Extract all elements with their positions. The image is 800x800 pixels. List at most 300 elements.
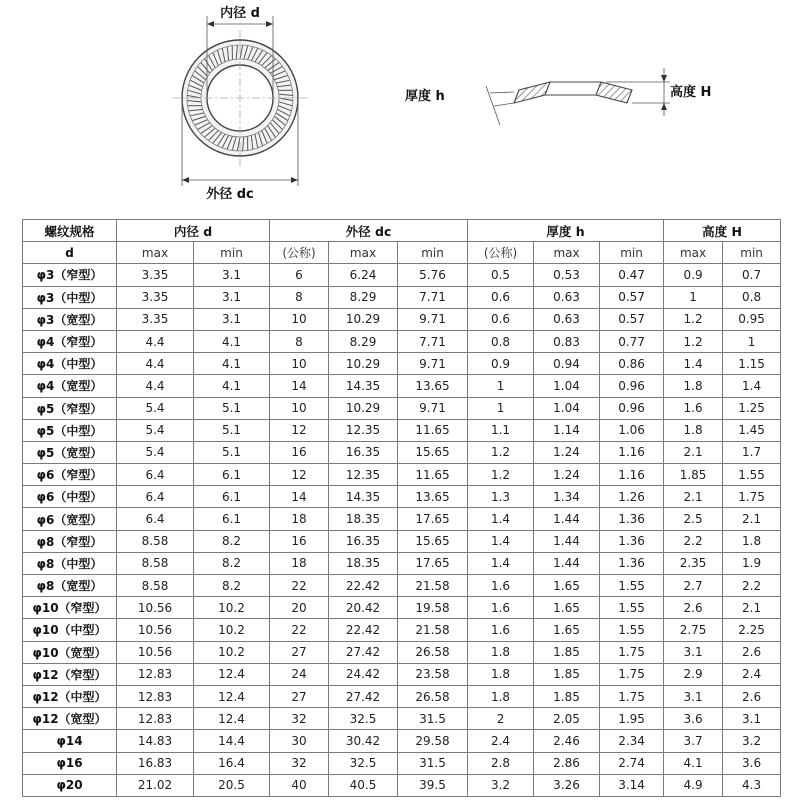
- table-row: [23, 708, 781, 730]
- table-row: [23, 663, 781, 685]
- spec-cell: φ6（窄型）: [23, 464, 117, 486]
- value-cell: 2.9: [664, 663, 723, 685]
- value-cell: 0.6: [468, 308, 534, 330]
- spec-cell: φ10（中型）: [23, 619, 117, 641]
- washer-top-view: [172, 30, 308, 166]
- value-cell: 1.4: [468, 530, 534, 552]
- value-cell: 1.2: [664, 308, 723, 330]
- value-cell: 20: [270, 597, 329, 619]
- value-cell: 6.4: [117, 508, 194, 530]
- spec-cell: φ12（窄型）: [23, 663, 117, 685]
- value-cell: 18: [270, 552, 329, 574]
- value-cell: 1.24: [534, 464, 600, 486]
- value-cell: 17.65: [398, 508, 468, 530]
- spec-cell: φ8（窄型）: [23, 530, 117, 552]
- value-cell: 4.1: [194, 353, 270, 375]
- value-cell: 10.2: [194, 641, 270, 663]
- value-cell: 1.44: [534, 552, 600, 574]
- value-cell: 1.04: [534, 397, 600, 419]
- value-cell: 7.71: [398, 330, 468, 352]
- height-label: 高度 H: [670, 85, 712, 100]
- inner-diameter-header: 内径 d: [117, 220, 270, 242]
- value-cell: 2.6: [723, 685, 781, 707]
- value-cell: 1.14: [534, 419, 600, 441]
- value-cell: 29.58: [398, 730, 468, 752]
- value-cell: 1.6: [468, 597, 534, 619]
- value-cell: 31.5: [398, 708, 468, 730]
- value-cell: 0.86: [600, 353, 664, 375]
- value-cell: 1.55: [600, 575, 664, 597]
- value-cell: 4.1: [194, 375, 270, 397]
- value-cell: 23.58: [398, 663, 468, 685]
- subheader-cell: min: [723, 242, 781, 264]
- value-cell: 3.1: [664, 685, 723, 707]
- spec-cell: φ16: [23, 752, 117, 774]
- spec-cell: φ10（窄型）: [23, 597, 117, 619]
- value-cell: 5.4: [117, 397, 194, 419]
- table-row: [23, 464, 781, 486]
- value-cell: 1.1: [468, 419, 534, 441]
- value-cell: 5.1: [194, 397, 270, 419]
- value-cell: 1.24: [534, 441, 600, 463]
- value-cell: 1.4: [468, 508, 534, 530]
- value-cell: 3.6: [664, 708, 723, 730]
- spec-cell: φ3（宽型）: [23, 308, 117, 330]
- value-cell: 10.29: [329, 353, 398, 375]
- table-row: [23, 730, 781, 752]
- value-cell: 1.8: [664, 419, 723, 441]
- value-cell: 1.75: [600, 641, 664, 663]
- value-cell: 8.2: [194, 530, 270, 552]
- table-row: [23, 685, 781, 707]
- value-cell: 5.4: [117, 419, 194, 441]
- value-cell: 0.57: [600, 308, 664, 330]
- value-cell: 8: [270, 330, 329, 352]
- value-cell: 10: [270, 397, 329, 419]
- table-row: [23, 752, 781, 774]
- value-cell: 27.42: [329, 685, 398, 707]
- value-cell: 3.6: [723, 752, 781, 774]
- inner-diameter-label: 内径 d: [220, 6, 260, 21]
- value-cell: 0.94: [534, 353, 600, 375]
- spec-cell: φ6（宽型）: [23, 508, 117, 530]
- spec-cell: φ5（窄型）: [23, 397, 117, 419]
- value-cell: 8: [270, 286, 329, 308]
- value-cell: 6.1: [194, 464, 270, 486]
- value-cell: 4.4: [117, 353, 194, 375]
- value-cell: 30: [270, 730, 329, 752]
- table-row: [23, 308, 781, 330]
- value-cell: 27: [270, 685, 329, 707]
- value-cell: 39.5: [398, 774, 468, 796]
- subheader-cell: max: [534, 242, 600, 264]
- value-cell: 1.7: [723, 441, 781, 463]
- value-cell: 22: [270, 575, 329, 597]
- table-row: [23, 597, 781, 619]
- value-cell: 16.35: [329, 530, 398, 552]
- value-cell: 8.58: [117, 552, 194, 574]
- value-cell: 9.71: [398, 308, 468, 330]
- value-cell: 1.36: [600, 508, 664, 530]
- outer-diameter-label: 外径 dc: [206, 187, 254, 202]
- value-cell: 2.1: [664, 486, 723, 508]
- value-cell: 0.77: [600, 330, 664, 352]
- value-cell: 16: [270, 530, 329, 552]
- value-cell: 1.8: [723, 530, 781, 552]
- value-cell: 6.24: [329, 264, 398, 286]
- table-body: [23, 242, 781, 797]
- value-cell: 1.8: [664, 375, 723, 397]
- value-cell: 1.2: [468, 441, 534, 463]
- value-cell: 32: [270, 752, 329, 774]
- value-cell: 6.1: [194, 508, 270, 530]
- value-cell: 1: [723, 330, 781, 352]
- value-cell: 1.75: [600, 663, 664, 685]
- value-cell: 0.9: [664, 264, 723, 286]
- value-cell: 6.1: [194, 486, 270, 508]
- table-row: [23, 264, 781, 286]
- value-cell: 26.58: [398, 641, 468, 663]
- value-cell: 0.57: [600, 286, 664, 308]
- value-cell: 2.05: [534, 708, 600, 730]
- value-cell: 12.83: [117, 685, 194, 707]
- value-cell: 12.35: [329, 464, 398, 486]
- value-cell: 1.75: [723, 486, 781, 508]
- table-row: [23, 397, 781, 419]
- value-cell: 6.4: [117, 486, 194, 508]
- value-cell: 1.65: [534, 619, 600, 641]
- value-cell: 3.1: [664, 641, 723, 663]
- table-row: [23, 641, 781, 663]
- value-cell: 6.4: [117, 464, 194, 486]
- value-cell: 1.65: [534, 575, 600, 597]
- value-cell: 1.6: [468, 575, 534, 597]
- value-cell: 20.42: [329, 597, 398, 619]
- value-cell: 0.83: [534, 330, 600, 352]
- value-cell: 1.4: [723, 375, 781, 397]
- subheader-cell: max: [664, 242, 723, 264]
- value-cell: 13.65: [398, 486, 468, 508]
- value-cell: 4.4: [117, 330, 194, 352]
- spec-cell: φ4（窄型）: [23, 330, 117, 352]
- table-row: [23, 774, 781, 796]
- thickness-label: 厚度 h: [405, 89, 445, 104]
- value-cell: 12: [270, 419, 329, 441]
- value-cell: 12: [270, 464, 329, 486]
- value-cell: 0.8: [723, 286, 781, 308]
- value-cell: 0.9: [468, 353, 534, 375]
- value-cell: 2.2: [664, 530, 723, 552]
- value-cell: 2.1: [723, 597, 781, 619]
- value-cell: 1.15: [723, 353, 781, 375]
- value-cell: 0.6: [468, 286, 534, 308]
- value-cell: 5.1: [194, 441, 270, 463]
- value-cell: 22.42: [329, 575, 398, 597]
- value-cell: 10: [270, 353, 329, 375]
- value-cell: 8.2: [194, 575, 270, 597]
- value-cell: 12.83: [117, 663, 194, 685]
- value-cell: 1.45: [723, 419, 781, 441]
- value-cell: 14.35: [329, 375, 398, 397]
- value-cell: 15.65: [398, 441, 468, 463]
- value-cell: 2.25: [723, 619, 781, 641]
- value-cell: 21.58: [398, 619, 468, 641]
- value-cell: 1.6: [468, 619, 534, 641]
- value-cell: 16.35: [329, 441, 398, 463]
- value-cell: 1: [664, 286, 723, 308]
- value-cell: 1.06: [600, 419, 664, 441]
- value-cell: 1.2: [468, 464, 534, 486]
- value-cell: 14.35: [329, 486, 398, 508]
- value-cell: 4.3: [723, 774, 781, 796]
- value-cell: 8.29: [329, 330, 398, 352]
- value-cell: 16.4: [194, 752, 270, 774]
- value-cell: 10.56: [117, 619, 194, 641]
- subheader-cell: min: [194, 242, 270, 264]
- value-cell: 1.44: [534, 530, 600, 552]
- value-cell: 2.34: [600, 730, 664, 752]
- value-cell: 12.35: [329, 419, 398, 441]
- value-cell: 11.65: [398, 464, 468, 486]
- value-cell: 0.95: [723, 308, 781, 330]
- value-cell: 2.4: [723, 663, 781, 685]
- value-cell: 1.55: [600, 619, 664, 641]
- value-cell: 21.58: [398, 575, 468, 597]
- spec-header: 螺纹规格: [23, 220, 117, 242]
- value-cell: 12.4: [194, 663, 270, 685]
- value-cell: 14: [270, 375, 329, 397]
- subheader-cell: min: [600, 242, 664, 264]
- value-cell: 3.2: [723, 730, 781, 752]
- value-cell: 1.85: [534, 641, 600, 663]
- value-cell: 4.1: [194, 330, 270, 352]
- washer-diagram: [0, 0, 800, 215]
- value-cell: 1.85: [664, 464, 723, 486]
- value-cell: 31.5: [398, 752, 468, 774]
- value-cell: 4.4: [117, 375, 194, 397]
- value-cell: 0.47: [600, 264, 664, 286]
- value-cell: 2.8: [468, 752, 534, 774]
- value-cell: 3.1: [194, 308, 270, 330]
- spec-cell: φ8（宽型）: [23, 575, 117, 597]
- table-row: [23, 619, 781, 641]
- value-cell: 12.4: [194, 685, 270, 707]
- value-cell: 10.56: [117, 641, 194, 663]
- value-cell: 24: [270, 663, 329, 685]
- value-cell: 1.26: [600, 486, 664, 508]
- value-cell: 5.1: [194, 419, 270, 441]
- washer-spec-table: [22, 219, 781, 797]
- value-cell: 30.42: [329, 730, 398, 752]
- value-cell: 3.1: [194, 286, 270, 308]
- value-cell: 10.56: [117, 597, 194, 619]
- spec-cell: φ10（宽型）: [23, 641, 117, 663]
- value-cell: 14.83: [117, 730, 194, 752]
- value-cell: 40.5: [329, 774, 398, 796]
- value-cell: 1.6: [664, 397, 723, 419]
- value-cell: 1.8: [468, 685, 534, 707]
- table-row: [23, 353, 781, 375]
- spec-cell: φ14: [23, 730, 117, 752]
- value-cell: 1.85: [534, 663, 600, 685]
- value-cell: 10.29: [329, 397, 398, 419]
- value-cell: 8.58: [117, 530, 194, 552]
- spec-cell: φ5（宽型）: [23, 441, 117, 463]
- value-cell: 2: [468, 708, 534, 730]
- value-cell: 27: [270, 641, 329, 663]
- value-cell: 0.7: [723, 264, 781, 286]
- value-cell: 18.35: [329, 508, 398, 530]
- value-cell: 14.4: [194, 730, 270, 752]
- value-cell: 7.71: [398, 286, 468, 308]
- subheader-cell: max: [329, 242, 398, 264]
- value-cell: 2.35: [664, 552, 723, 574]
- value-cell: 26.58: [398, 685, 468, 707]
- value-cell: 27.42: [329, 641, 398, 663]
- value-cell: 1: [468, 397, 534, 419]
- value-cell: 32: [270, 708, 329, 730]
- value-cell: 1.55: [723, 464, 781, 486]
- value-cell: 1.55: [600, 597, 664, 619]
- value-cell: 2.46: [534, 730, 600, 752]
- value-cell: 1.4: [664, 353, 723, 375]
- value-cell: 16: [270, 441, 329, 463]
- table-row: [23, 508, 781, 530]
- value-cell: 17.65: [398, 552, 468, 574]
- value-cell: 5.76: [398, 264, 468, 286]
- value-cell: 3.7: [664, 730, 723, 752]
- spec-cell: φ12（中型）: [23, 685, 117, 707]
- value-cell: 2.2: [723, 575, 781, 597]
- value-cell: 1.65: [534, 597, 600, 619]
- value-cell: 5.4: [117, 441, 194, 463]
- value-cell: 18.35: [329, 552, 398, 574]
- value-cell: 21.02: [117, 774, 194, 796]
- height-header: 高度 H: [664, 220, 781, 242]
- table-row: [23, 375, 781, 397]
- washer-side-view: [405, 68, 711, 125]
- value-cell: 1.44: [534, 508, 600, 530]
- table-row: [23, 286, 781, 308]
- value-cell: 1.75: [600, 685, 664, 707]
- value-cell: 1.04: [534, 375, 600, 397]
- value-cell: 2.75: [664, 619, 723, 641]
- value-cell: 9.71: [398, 397, 468, 419]
- spec-cell: φ8（中型）: [23, 552, 117, 574]
- value-cell: 22.42: [329, 619, 398, 641]
- table-row: [23, 575, 781, 597]
- value-cell: 1.25: [723, 397, 781, 419]
- value-cell: 8.2: [194, 552, 270, 574]
- value-cell: 24.42: [329, 663, 398, 685]
- value-cell: 3.2: [468, 774, 534, 796]
- subheader-cell: min: [398, 242, 468, 264]
- value-cell: 2.5: [664, 508, 723, 530]
- value-cell: 0.53: [534, 264, 600, 286]
- spec-cell: φ20: [23, 774, 117, 796]
- value-cell: 4.1: [664, 752, 723, 774]
- value-cell: 16.83: [117, 752, 194, 774]
- value-cell: 1.8: [468, 641, 534, 663]
- value-cell: 3.14: [600, 774, 664, 796]
- value-cell: 1.16: [600, 464, 664, 486]
- value-cell: 4.9: [664, 774, 723, 796]
- value-cell: 8.58: [117, 575, 194, 597]
- value-cell: 2.7: [664, 575, 723, 597]
- value-cell: 19.58: [398, 597, 468, 619]
- value-cell: 1.36: [600, 552, 664, 574]
- value-cell: 3.26: [534, 774, 600, 796]
- value-cell: 1.36: [600, 530, 664, 552]
- value-cell: 10.2: [194, 597, 270, 619]
- value-cell: 1: [468, 375, 534, 397]
- spec-cell: φ4（中型）: [23, 353, 117, 375]
- value-cell: 8.29: [329, 286, 398, 308]
- value-cell: 32.5: [329, 708, 398, 730]
- subheader-cell: max: [117, 242, 194, 264]
- value-cell: 2.86: [534, 752, 600, 774]
- value-cell: 11.65: [398, 419, 468, 441]
- value-cell: 10.29: [329, 308, 398, 330]
- value-cell: 1.4: [468, 552, 534, 574]
- value-cell: 0.5: [468, 264, 534, 286]
- value-cell: 40: [270, 774, 329, 796]
- value-cell: 2.1: [664, 441, 723, 463]
- value-cell: 12.83: [117, 708, 194, 730]
- value-cell: 2.6: [664, 597, 723, 619]
- spec-cell: φ4（宽型）: [23, 375, 117, 397]
- outer-diameter-header: 外径 dc: [270, 220, 468, 242]
- value-cell: 1.3: [468, 486, 534, 508]
- table-row: [23, 441, 781, 463]
- table-row: [23, 330, 781, 352]
- value-cell: 0.63: [534, 308, 600, 330]
- value-cell: 14: [270, 486, 329, 508]
- value-cell: 20.5: [194, 774, 270, 796]
- subheader-cell: d: [23, 242, 117, 264]
- spec-cell: φ6（中型）: [23, 486, 117, 508]
- table-row: [23, 552, 781, 574]
- spec-cell: φ12（宽型）: [23, 708, 117, 730]
- value-cell: 22: [270, 619, 329, 641]
- value-cell: 2.6: [723, 641, 781, 663]
- table-subheader-row: [23, 242, 781, 264]
- spec-cell: φ3（窄型）: [23, 264, 117, 286]
- value-cell: 3.1: [194, 264, 270, 286]
- value-cell: 1.8: [468, 663, 534, 685]
- value-cell: 18: [270, 508, 329, 530]
- value-cell: 10: [270, 308, 329, 330]
- spec-cell: φ5（中型）: [23, 419, 117, 441]
- table-row: [23, 419, 781, 441]
- subheader-cell: (公称): [270, 242, 329, 264]
- value-cell: 1.34: [534, 486, 600, 508]
- value-cell: 1.95: [600, 708, 664, 730]
- thickness-header: 厚度 h: [468, 220, 664, 242]
- value-cell: 1.85: [534, 685, 600, 707]
- value-cell: 0.63: [534, 286, 600, 308]
- value-cell: 12.4: [194, 708, 270, 730]
- value-cell: 3.35: [117, 286, 194, 308]
- value-cell: 3.35: [117, 264, 194, 286]
- value-cell: 15.65: [398, 530, 468, 552]
- value-cell: 3.1: [723, 708, 781, 730]
- table-header-row: [23, 220, 781, 242]
- value-cell: 13.65: [398, 375, 468, 397]
- value-cell: 32.5: [329, 752, 398, 774]
- value-cell: 10.2: [194, 619, 270, 641]
- subheader-cell: (公称): [468, 242, 534, 264]
